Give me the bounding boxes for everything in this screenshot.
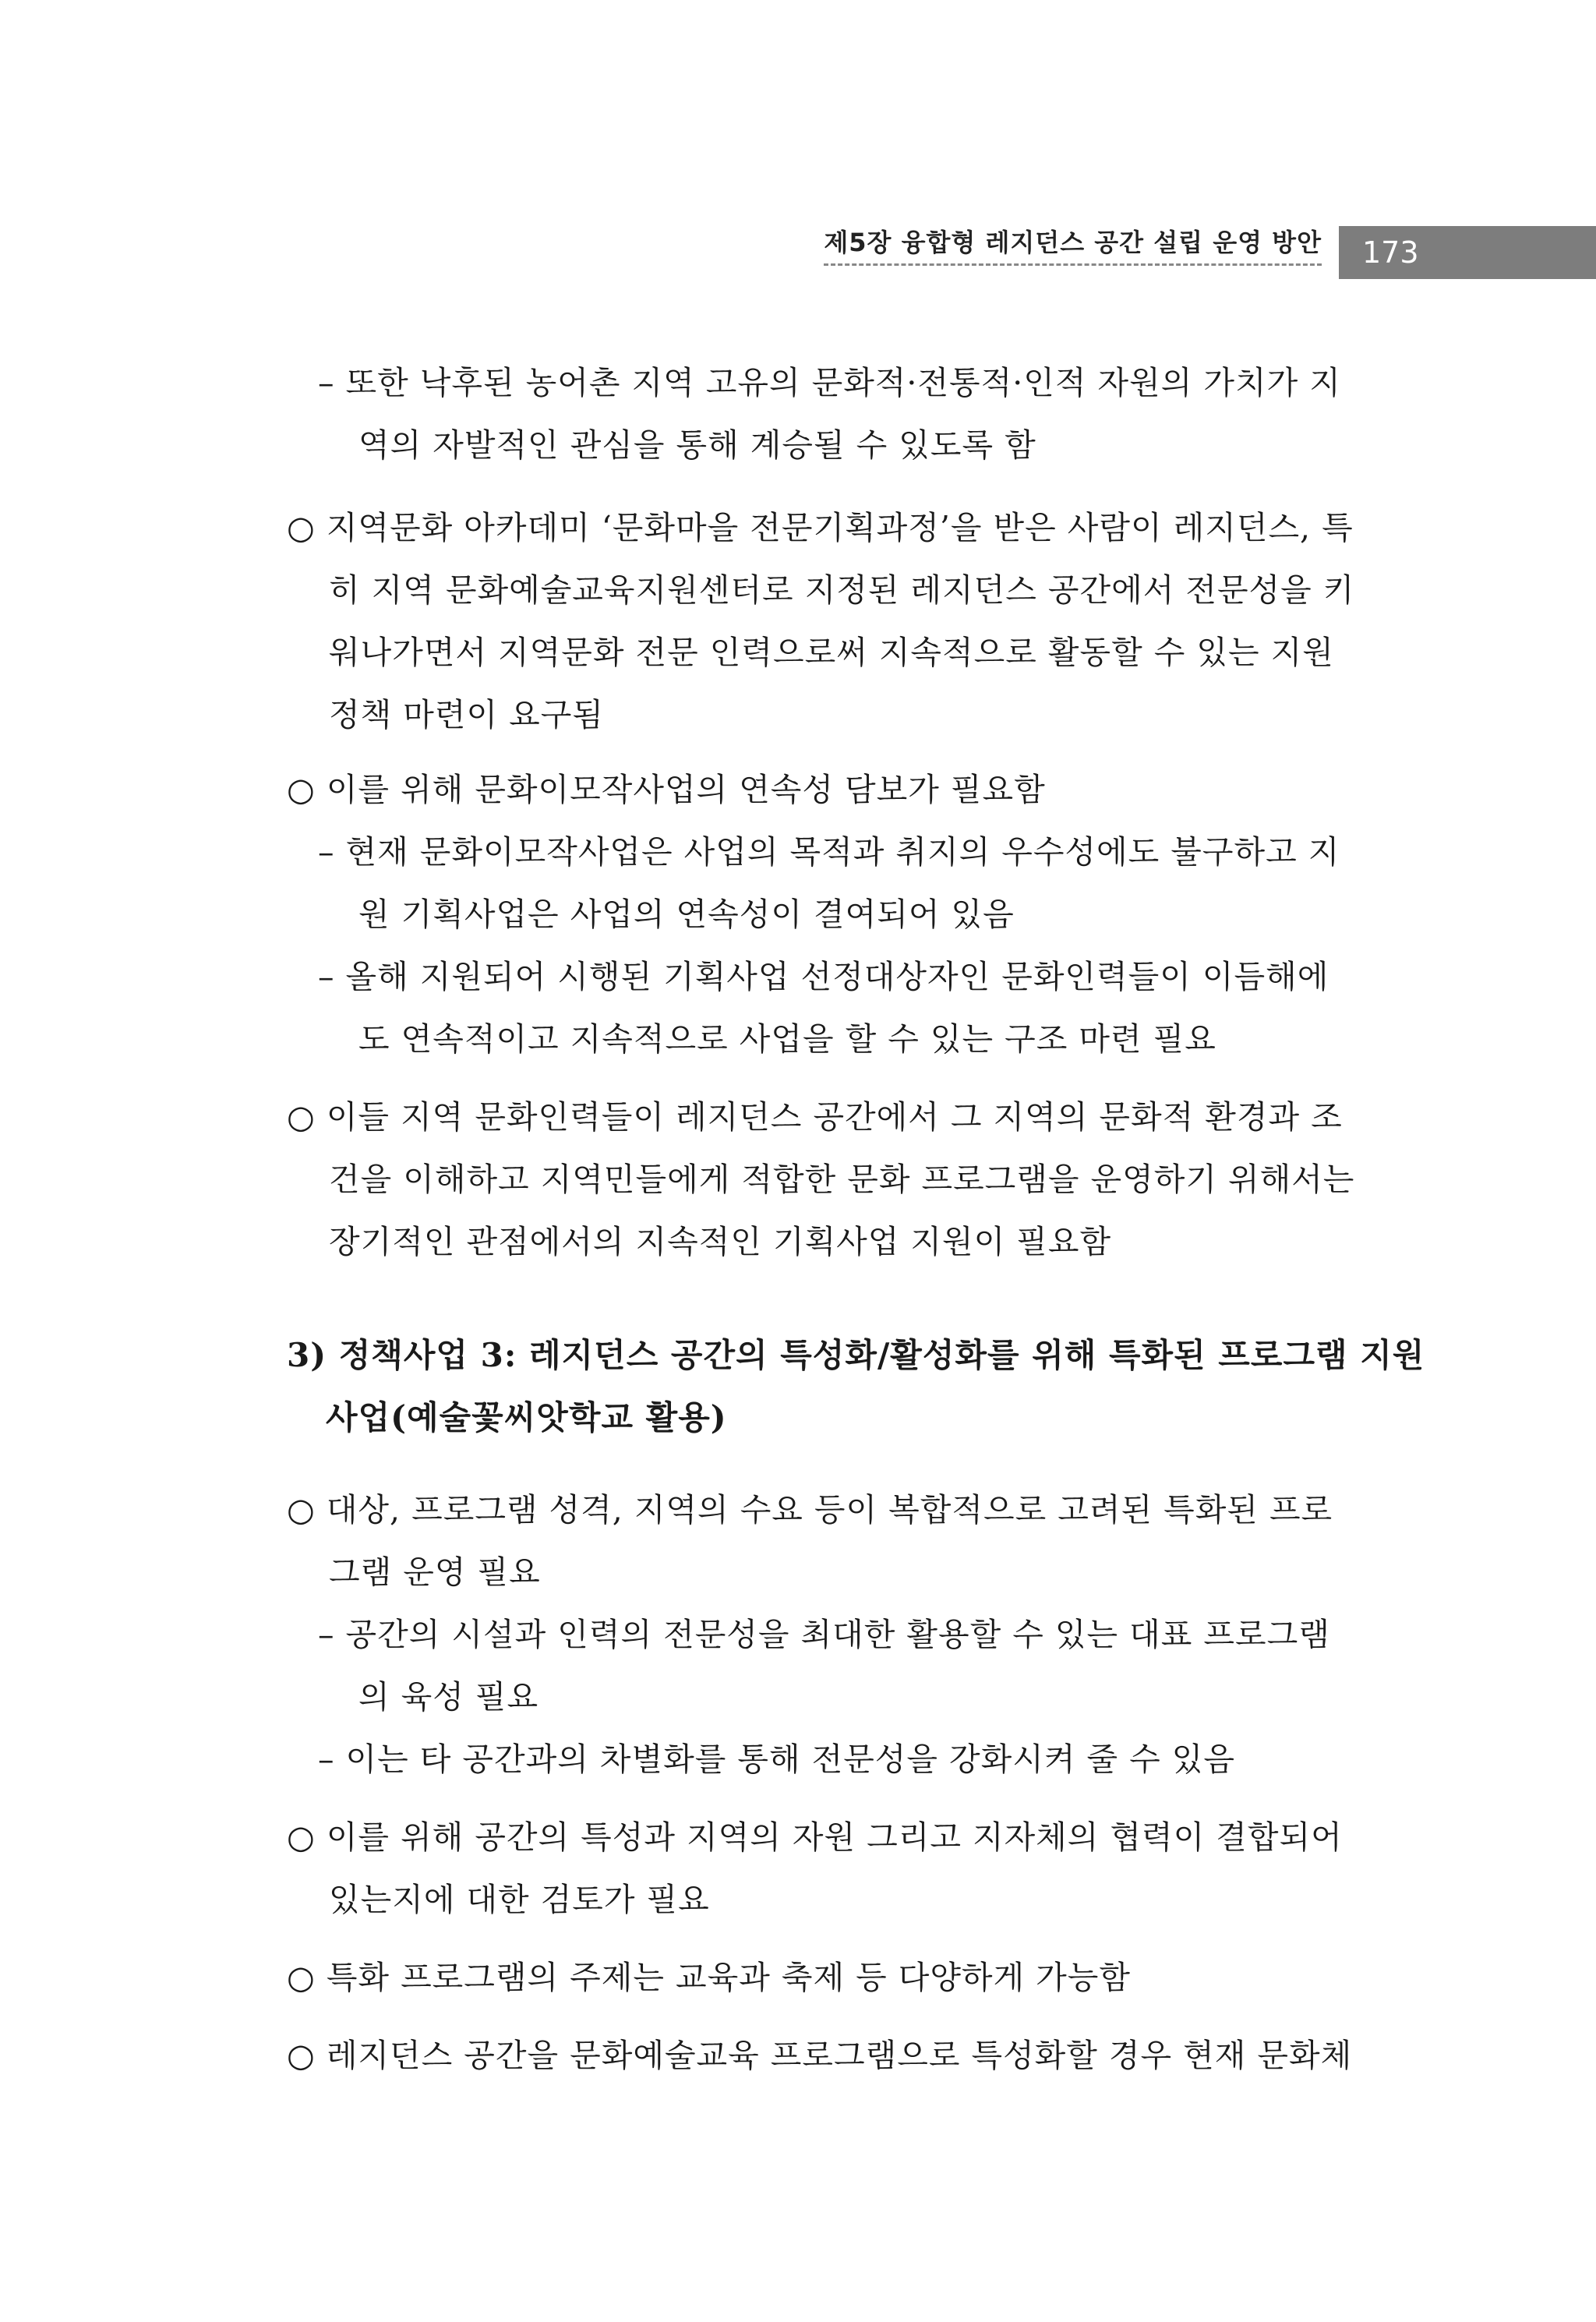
text-line: 이들 지역 문화인력들이 레지던스 공간에서 그 지역의 문화적 환경과 조	[326, 1098, 1343, 1136]
dash-marker: –	[318, 364, 335, 401]
chapter-title: 제5장 융합형 레지던스 공간 설립 운영 방안	[824, 223, 1322, 266]
circle-marker: ○	[287, 1491, 316, 1529]
text-line: 또한 낙후된 농어촌 지역 고유의 문화적·전통적·인적 자원의 가치가 지	[345, 364, 1341, 401]
text-line: 장기적인 관점에서의 지속적인 기획사업 지원이 필요함	[329, 1223, 1112, 1260]
text-line: 이를 위해 문화이모작사업의 연속성 담보가 필요함	[326, 771, 1046, 808]
text-line: 있는지에 대한 검토가 필요	[329, 1881, 710, 1918]
text-line: 특화 프로그램의 주제는 교육과 축제 등 다양하게 가능함	[326, 1959, 1131, 1996]
text-line: 역의 자발적인 관심을 통해 계승될 수 있도록 함	[358, 426, 1036, 464]
text-line: 현재 문화이모작사업은 사업의 목적과 취지의 우수성에도 불구하고 지	[345, 833, 1340, 871]
bullet-item	[287, 1811, 1343, 1857]
dash-item	[318, 951, 1329, 997]
text-line: 정책 마련이 요구됨	[329, 696, 604, 733]
dash-item	[318, 1609, 1330, 1655]
text-line: 레지던스 공간을 문화예술교육 프로그램으로 특성화할 경우 현재 문화체	[326, 2037, 1353, 2074]
text-line: 워나가면서 지역문화 전문 인력으로써 지속적으로 활동할 수 있는 지원	[329, 634, 1334, 671]
circle-marker: ○	[287, 1098, 316, 1136]
bullet-item	[287, 764, 1046, 810]
bullet-item	[287, 502, 1354, 548]
dash-item	[318, 826, 1340, 872]
circle-marker: ○	[287, 771, 316, 808]
page-number-box	[1339, 226, 1596, 279]
section-heading: 3) 정책사업 3: 레지던스 공간의 특성화/활성화를 위해 특화된 프로그램 지원	[287, 1336, 1425, 1374]
bullet-item	[287, 1091, 1343, 1137]
text-line: 그램 운영 필요	[329, 1553, 541, 1591]
bullet-item	[287, 1952, 1131, 1998]
text-line: 대상, 프로그램 성격, 지역의 수요 등이 복합적으로 고려된 특화된 프로	[326, 1491, 1333, 1529]
bullet-item	[287, 2030, 1352, 2076]
text-line: 공간의 시설과 인력의 전문성을 최대한 활용할 수 있는 대표 프로그램	[345, 1616, 1330, 1653]
text-line: 이를 위해 공간의 특성과 지역의 자원 그리고 지자체의 협력이 결합되어	[326, 1818, 1343, 1856]
text-line: 지역문화 아카데미 ‘문화마을 전문기획과정’을 받은 사람이 레지던스, 특	[326, 509, 1354, 546]
text-line: 도 연속적이고 지속적으로 사업을 할 수 있는 구조 마련 필요	[358, 1020, 1216, 1058]
dash-marker: –	[318, 958, 335, 995]
dash-item	[318, 1734, 1235, 1779]
text-line: 히 지역 문화예술교육지원센터로 지정된 레지던스 공간에서 전문성을 키	[329, 571, 1355, 609]
circle-marker: ○	[287, 1818, 316, 1856]
text-line: 이는 타 공간과의 차별화를 통해 전문성을 강화시켜 줄 수 있음	[345, 1741, 1235, 1778]
text-line: 의 육성 필요	[358, 1678, 539, 1716]
dash-marker: –	[318, 1741, 335, 1778]
bullet-item	[287, 1484, 1333, 1530]
circle-marker: ○	[287, 509, 316, 546]
text-line: 올해 지원되어 시행된 기획사업 선정대상자인 문화인력들이 이듬해에	[345, 958, 1329, 995]
page-number: 173	[1362, 235, 1419, 270]
text-line: 건을 이해하고 지역민들에게 적합한 문화 프로그램을 운영하기 위해서는	[329, 1161, 1355, 1198]
dash-marker: –	[318, 833, 335, 871]
circle-marker: ○	[287, 2037, 316, 2074]
dash-item	[318, 357, 1341, 403]
text-line: 원 기획사업은 사업의 연속성이 결여되어 있음	[358, 896, 1015, 933]
dash-marker: –	[318, 1616, 335, 1653]
section-heading-continued: 사업(예술꽃씨앗학교 활용)	[326, 1398, 727, 1437]
circle-marker: ○	[287, 1959, 316, 1996]
